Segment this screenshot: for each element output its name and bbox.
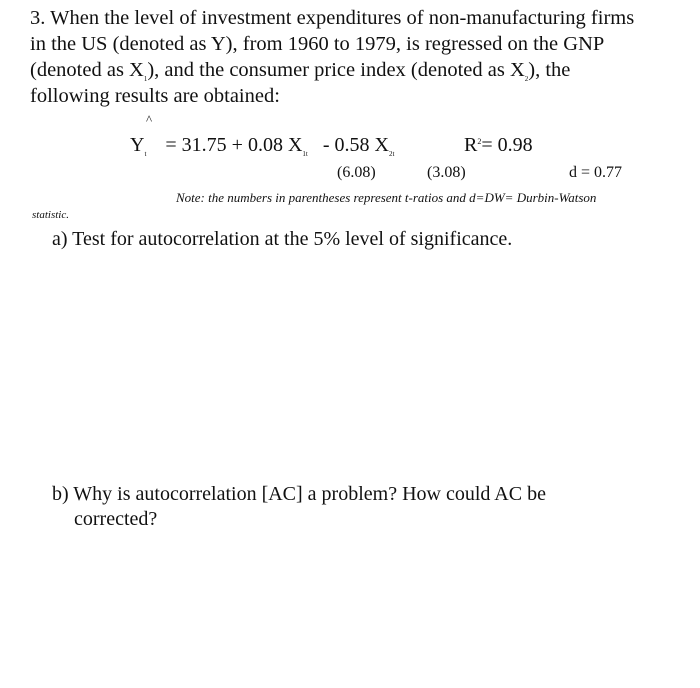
question-line-1: 3. When the level of investment expenditures of non-manufacturing firms [30,7,635,29]
note-line-2: statistic. [32,209,69,221]
part-b-line-1: b) Why is autocorrelation [AC] a problem? How could AC be [52,483,546,505]
part-b-line-2: corrected? [74,508,158,530]
durbin-watson-value: d = 0.77 [569,164,623,181]
question-line-4: following results are obtained: [30,85,280,107]
note-line-1: Note: the numbers in parentheses represent t-ratios and d=DW= Durbin-Watson [176,190,597,205]
part-a: a) Test for autocorrelation at the 5% level of significance. [52,228,513,250]
hat-symbol: ^ [146,112,153,127]
question-line-3: (denoted as $X_1$), and the consumer price index (denoted as $X_2$), the [30,59,571,83]
t-ratio-2: (3.08) [427,164,466,181]
subscript: 1 [143,75,148,83]
subscript: 2 [524,75,529,83]
equation-line: $Y_t = 31.75 + 0.08$ $X_{1t} - 0.58$ $X_{2t}$ [130,134,395,158]
r-squared: $R^2= 0.98$ [464,134,533,156]
question-line-2: in the US (denoted as Y), from 1960 to 1979, is regressed on the GNP [30,33,605,55]
y-hat-variable: Y [130,134,145,156]
t-ratio-1: (6.08) [337,164,376,181]
